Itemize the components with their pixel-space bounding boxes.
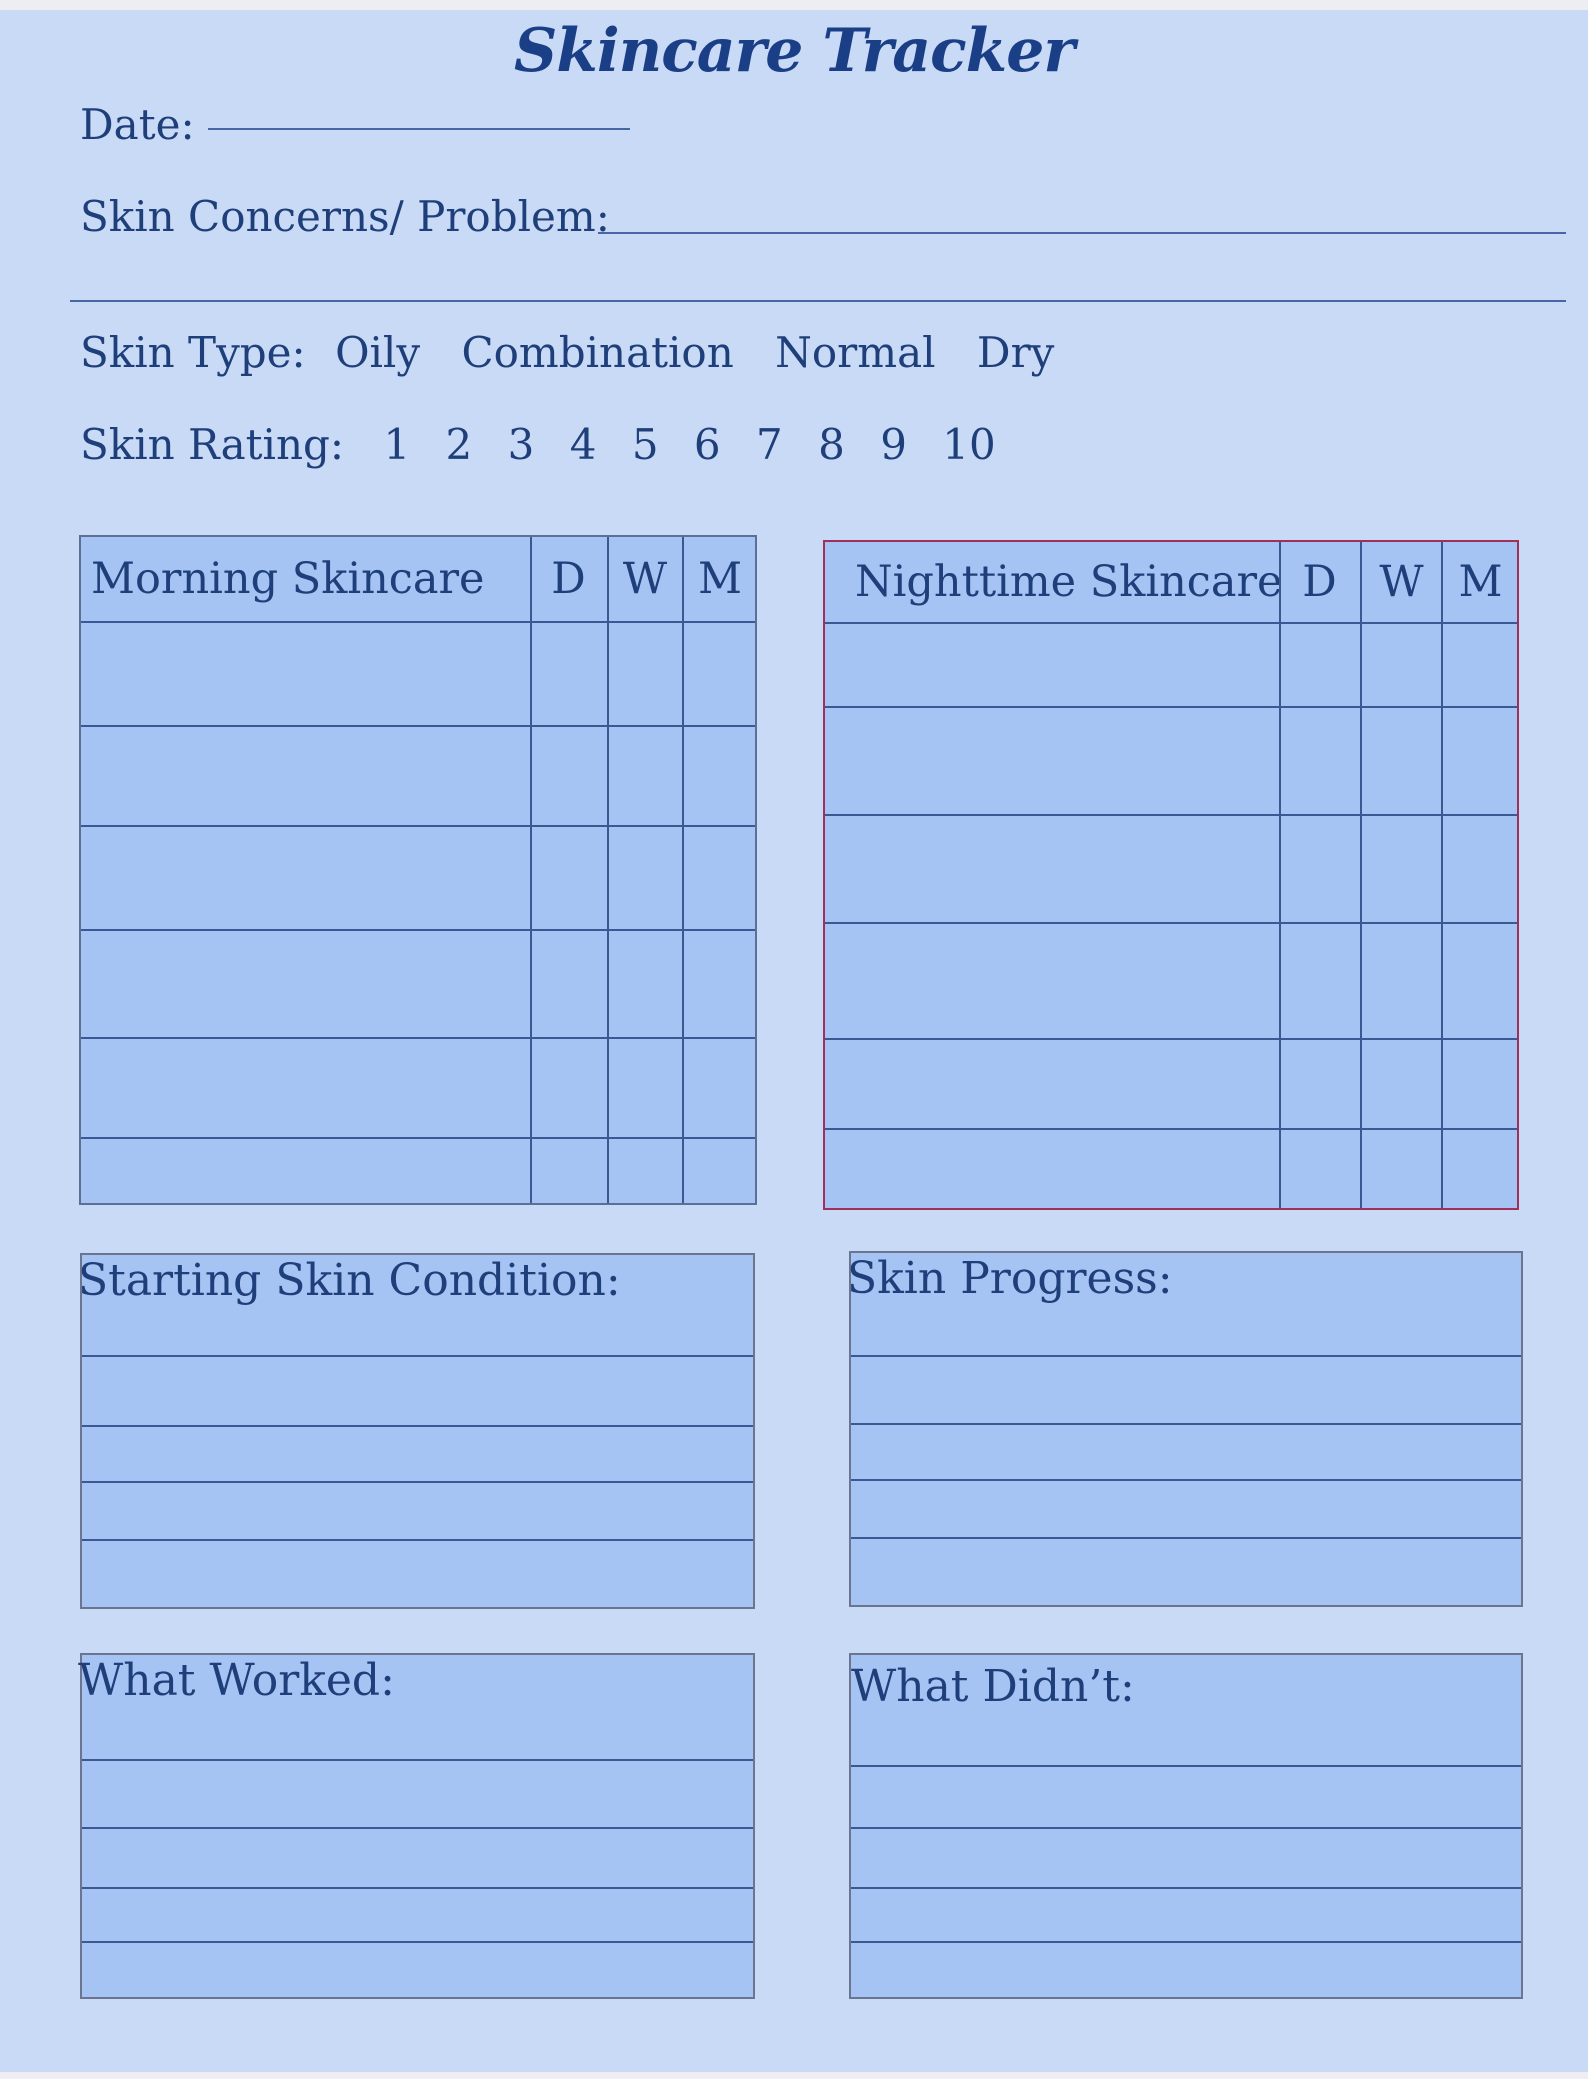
page-title: Skincare Tracker <box>513 16 1075 86</box>
writing-line <box>851 1941 1521 1943</box>
writing-line <box>82 1941 753 1943</box>
rating-5[interactable]: 5 <box>631 420 659 469</box>
writing-line <box>82 1539 753 1541</box>
rating-1[interactable]: 1 <box>383 420 411 469</box>
writing-line <box>851 1887 1521 1889</box>
writing-line <box>82 1759 753 1761</box>
night-title: Nighttime Skincare <box>855 557 1283 607</box>
what-didnt-box[interactable] <box>849 1653 1523 1999</box>
morning-skincare-table <box>79 535 757 1205</box>
rating-4[interactable]: 4 <box>569 420 597 469</box>
rating-7[interactable]: 7 <box>756 420 783 469</box>
grid-line <box>81 825 755 827</box>
grid-line <box>607 537 609 1203</box>
rating-10[interactable]: 10 <box>942 420 996 469</box>
writing-line <box>851 1423 1521 1425</box>
grid-line <box>825 706 1517 708</box>
tracker-page <box>0 10 1588 2072</box>
grid-line <box>1279 542 1281 1208</box>
skin-type-dry[interactable]: Dry <box>976 328 1055 377</box>
starting-condition-label: Starting Skin Condition: <box>78 1255 621 1306</box>
writing-line <box>82 1827 753 1829</box>
grid-line <box>81 1037 755 1039</box>
concerns-field-line-2[interactable] <box>70 300 1566 302</box>
writing-line <box>851 1355 1521 1357</box>
what-worked-label: What Worked: <box>78 1655 395 1706</box>
writing-line <box>82 1481 753 1483</box>
grid-line <box>825 1128 1517 1130</box>
rating-9[interactable]: 9 <box>880 420 907 469</box>
writing-line <box>851 1827 1521 1829</box>
grid-line <box>1360 542 1362 1208</box>
grid-line <box>1441 542 1443 1208</box>
skin-type-combination[interactable]: Combination <box>461 328 734 377</box>
grid-line <box>682 537 684 1203</box>
date-field[interactable] <box>208 128 630 130</box>
grid-line <box>825 1038 1517 1040</box>
writing-line <box>851 1537 1521 1539</box>
rating-8[interactable]: 8 <box>818 420 845 469</box>
night-skincare-table <box>823 540 1519 1210</box>
rating-6[interactable]: 6 <box>693 420 721 469</box>
rating-2[interactable]: 2 <box>445 420 473 469</box>
writing-line <box>82 1355 753 1357</box>
morning-col-daily: D <box>551 554 586 604</box>
concerns-field[interactable] <box>598 232 1566 234</box>
skin-type-oily[interactable]: Oily <box>335 328 421 377</box>
skin-type-row <box>80 328 1082 377</box>
grid-line <box>81 929 755 931</box>
rating-3[interactable]: 3 <box>507 420 535 469</box>
skin-rating-row <box>80 420 1018 469</box>
grid-line <box>81 621 755 623</box>
what-didnt-label: What Didn’t: <box>851 1661 1135 1712</box>
night-col-monthly: M <box>1458 557 1503 607</box>
writing-line <box>82 1887 753 1889</box>
writing-line <box>82 1425 753 1427</box>
starting-condition-box[interactable] <box>80 1253 755 1609</box>
night-col-daily: D <box>1302 557 1337 607</box>
night-col-weekly: W <box>1379 557 1424 607</box>
morning-col-weekly: W <box>622 554 668 604</box>
what-worked-box[interactable] <box>80 1653 755 1999</box>
grid-line <box>81 725 755 727</box>
morning-col-monthly: M <box>697 554 743 604</box>
grid-line <box>825 814 1517 816</box>
skin-type-label: Skin Type: <box>80 328 306 377</box>
grid-line <box>530 537 532 1203</box>
grid-line <box>825 922 1517 924</box>
date-label: Date: <box>80 100 195 149</box>
writing-line <box>851 1765 1521 1767</box>
grid-line <box>81 1137 755 1139</box>
skin-progress-box[interactable] <box>849 1251 1523 1607</box>
writing-line <box>851 1479 1521 1481</box>
morning-title: Morning Skincare <box>91 554 485 604</box>
concerns-label: Skin Concerns/ Problem: <box>80 192 610 241</box>
skin-rating-label: Skin Rating: <box>80 420 345 469</box>
grid-line <box>825 622 1517 624</box>
skin-progress-label: Skin Progress: <box>847 1253 1173 1304</box>
skin-type-normal[interactable]: Normal <box>775 328 936 377</box>
